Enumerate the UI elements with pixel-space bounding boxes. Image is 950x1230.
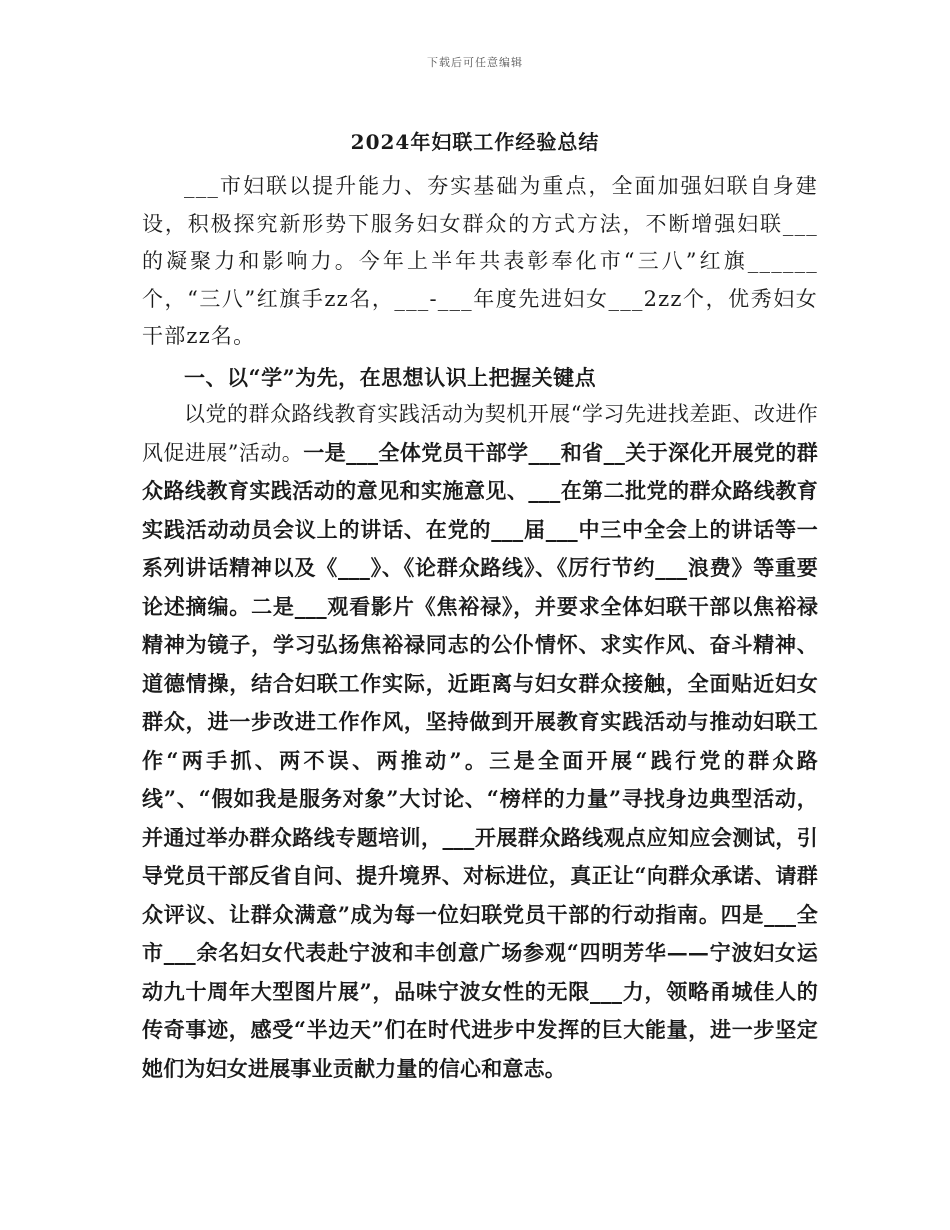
document-body (142, 168, 818, 1088)
document-title: 2024年妇联工作经验总结 (350, 130, 600, 154)
intro-paragraph: ___市妇联以提升能力、夯实基础为重点，全面加强妇联自身建设，积极探究新形势下服务妇女群众的方式方法，不断增强妇联___的凝聚力和影响力。今年上半年共表彰奉化市“三八”红旗______个，“三八”红旗手zz名，___-___年度先进妇女___2zz个，优秀妇女干部zz名。 (142, 174, 818, 348)
section-1-bold-text: 一是___全体党员干部学___和省__关于深化开展党的群众路线教育实践活动的意见和实施意见、___在第二批党的群众路线教育实践活动动员会议上的讲话、在党的___届___中三中全会上的讲话等一系列讲话精神以及《___》、《论群众路线》、《厉行节约___浪费》等重要论述摘编。二是___观看影片《焦裕禄》，并要求全体妇联干部以焦裕禄精神为镜子，学习弘扬焦裕禄同志的公仆情怀、求实作风、奋斗精神、道德情操，结合妇联工作实际，近距离与妇女群众接触，全面贴近妇女群众，进一步改进工作作风，坚持做到开展教育实践活动与推动妇联工作“两手抓、两不误、两推动”。三是全面开展“践行党的群众路线”、“假如我是服务对象”大讨论、“榜样的力量”寻找身边典型活动，并通过举办群众路线专题培训，___开展群众路线观点应知应会测试，引导党员干部反省自问、提升境界、对标进位，真正让“向群众承诺、请群众评议、让群众满意”成为每一位妇联党员干部的行动指南。四是___全市___余名妇女代表赴宁波和丰创意广场参观“四明芳华——宁波妇女运动九十周年大型图片展”，品味宁波女性的无限___力，领略甬城佳人的传奇事迹，感受“半边天”们在时代进步中发挥的巨大能量，进一步坚定她们为妇女进展事业贡献力量的信心和意志。 (142, 439, 818, 1081)
header-note: 下载后可任意编辑 (427, 56, 523, 69)
section-heading-1: 一、以“学”为先，在思想认识上把握关键点 (184, 364, 597, 390)
section-1-paragraph (142, 396, 818, 1088)
section-1-lead-text: 以党的群众路线教育实践活动为契机开展“学习先进找差距、改进作风促进展”活动。 (142, 402, 818, 465)
